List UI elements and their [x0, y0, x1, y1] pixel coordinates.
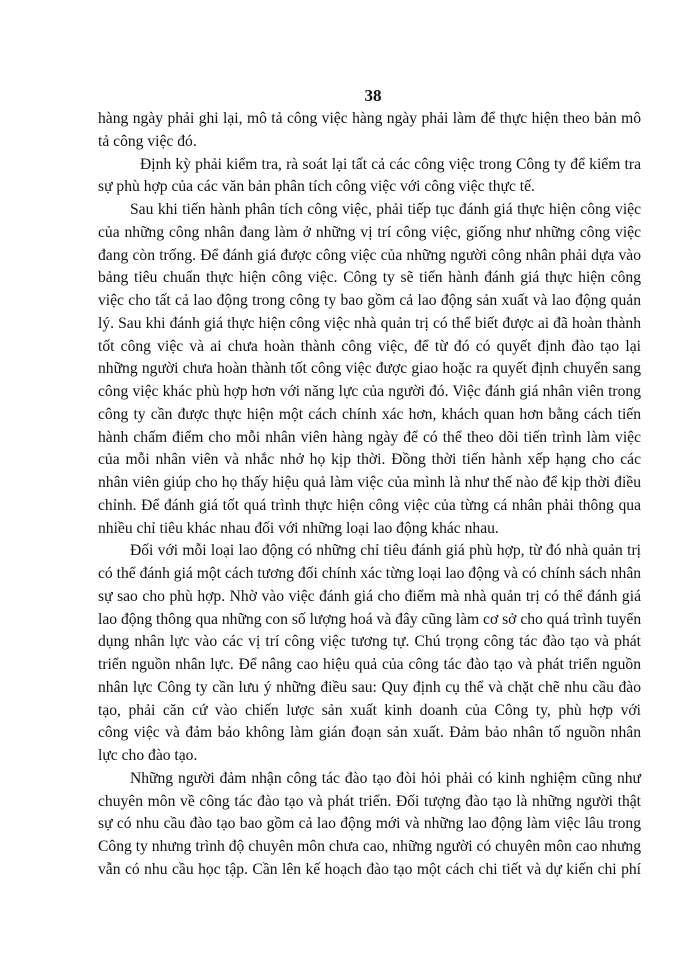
text-line: Đối với mỗi loại lao động có những chỉ tiêu đánh giá phù hợp, từ đó nhà quản trị [130, 542, 641, 560]
text-line: lý. Sau khi đánh giá thực hiện công việc nhà quản trị có thể biết được ai đã hoàn thành [98, 314, 641, 332]
text-line: công ty cần được thực hiện một cách chính xác hơn, khách quan hơn bằng cách tiến [98, 405, 641, 423]
text-line: sự sao cho phù hợp. Nhờ vào việc đánh giá cho điểm mà nhà quản trị có thể đánh giá [98, 587, 641, 605]
text-line: lực cho đào tạo. [98, 747, 198, 764]
text-line: nhân lực Công ty cần lưu ý những điều sau: Quy định cụ thể và chặt chẽ nhu cầu đào [98, 678, 641, 696]
text-line: dụng nhân lực vào các vị trí công việc tương tự. Chú trọng công tác đào tạo và phát [98, 633, 641, 651]
text-line: công việc và đảm bảo không làm gián đoạn sản xuất. Đảm bảo nhân tố nguồn nhân [98, 724, 641, 742]
text-line: Những người đảm nhận công tác đào tạo đòi hỏi phải có kinh nghiệm cũng như [130, 769, 641, 787]
text-line: hàng ngày phải ghi lại, mô tả công việc hàng ngày phải làm để thực hiện theo bản mô [98, 110, 641, 127]
text-line: chỉnh. Để đánh giá tốt quá trình thực hiện công việc của từng cá nhân phải thông qua [98, 496, 641, 514]
paragraph [98, 540, 641, 768]
paragraph [98, 199, 641, 540]
text-line: những người chưa hoàn thành tốt công việc được giao hoặc ra quyết định chuyển sang [98, 360, 641, 378]
text-line: đang còn trống. Để đánh giá được công việc của những người công nhân phải dựa vào [98, 246, 641, 264]
text-line: sự phù hợp của các văn bản phân tích công việc với công việc thực tế. [98, 178, 535, 196]
document-body [98, 108, 641, 882]
text-line: bảng tiêu chuẩn thực hiện công việc. Công ty sẽ tiến hành đánh giá thực hiện công [98, 269, 641, 287]
text-line: sự có nhu cầu đào tạo bao gồm cả lao động mới và những lao động làm việc lâu trong [98, 815, 641, 833]
text-line: Sau khi tiến hành phân tích công việc, phải tiếp tục đánh giá thực hiện công việc [130, 201, 641, 218]
text-line: của mỗi nhân viên và nhắc nhở họ kịp thời. Đồng thời tiến hành xếp hạng cho các [98, 451, 641, 469]
text-line: vẫn có nhu cầu học tập. Cần lên kế hoạch đào tạo một cách chi tiết và dự kiến chi phí [98, 860, 641, 878]
text-line: lao động thông qua những con số lượng hoá và đây cũng làm cơ sở cho quá trình tuyển [98, 610, 642, 628]
text-line: công việc khác phù hợp hơn với năng lực của người đó. Việc đánh giá nhân viên trong [98, 383, 641, 400]
text-line: Công ty nhưng trình độ chuyên môn chưa cao, những người có chuyên môn cao nhưng [98, 838, 641, 855]
text-line: tả công việc đó. [98, 132, 197, 150]
paragraph [98, 154, 641, 200]
text-line: của những công nhân đang làm ở những vị trí công việc, giống như những công việc [98, 223, 641, 241]
text-line: nhiều chỉ tiêu khác nhau đối với những loại lao động khác nhau. [98, 519, 499, 537]
text-line: hành chấm điểm cho mỗi nhân viên hàng ngày để có thể theo dõi tiến trình làm việc [98, 428, 641, 446]
text-line: nhân viên giúp cho họ thấy hiệu quả làm việc của mình là như thế nào để kịp thời điều [98, 474, 641, 491]
text-line: tốt công việc và ai chưa hoàn thành công việc, để từ đó có quyết định đào tạo lại [98, 337, 641, 355]
paragraph [98, 108, 641, 154]
text-line: triển nguồn nhân lực. Để nâng cao hiệu quả của công tác đào tạo và phát triển nguồn [98, 656, 641, 673]
paragraph [98, 768, 641, 882]
text-line: tạo, phải căn cứ vào chiến lược sản xuất kinh doanh của Công ty, phù hợp với [98, 701, 641, 719]
page-number: 38 [364, 86, 382, 105]
text-line: có thể đánh giá một cách tương đối chính xác từng loại lao động và có chính sách nhân [98, 565, 642, 582]
text-line: chuyên môn về công tác đào tạo và phát triển. Đối tượng đào tạo là những người thật [98, 792, 641, 810]
text-line: Định kỳ phải kiểm tra, rà soát lại tất cả các công việc trong Công ty để kiểm tra [140, 155, 641, 173]
text-line: việc cho tất cả lao động trong công ty bao gồm cả lao động sản xuất và lao động quản [98, 292, 641, 309]
